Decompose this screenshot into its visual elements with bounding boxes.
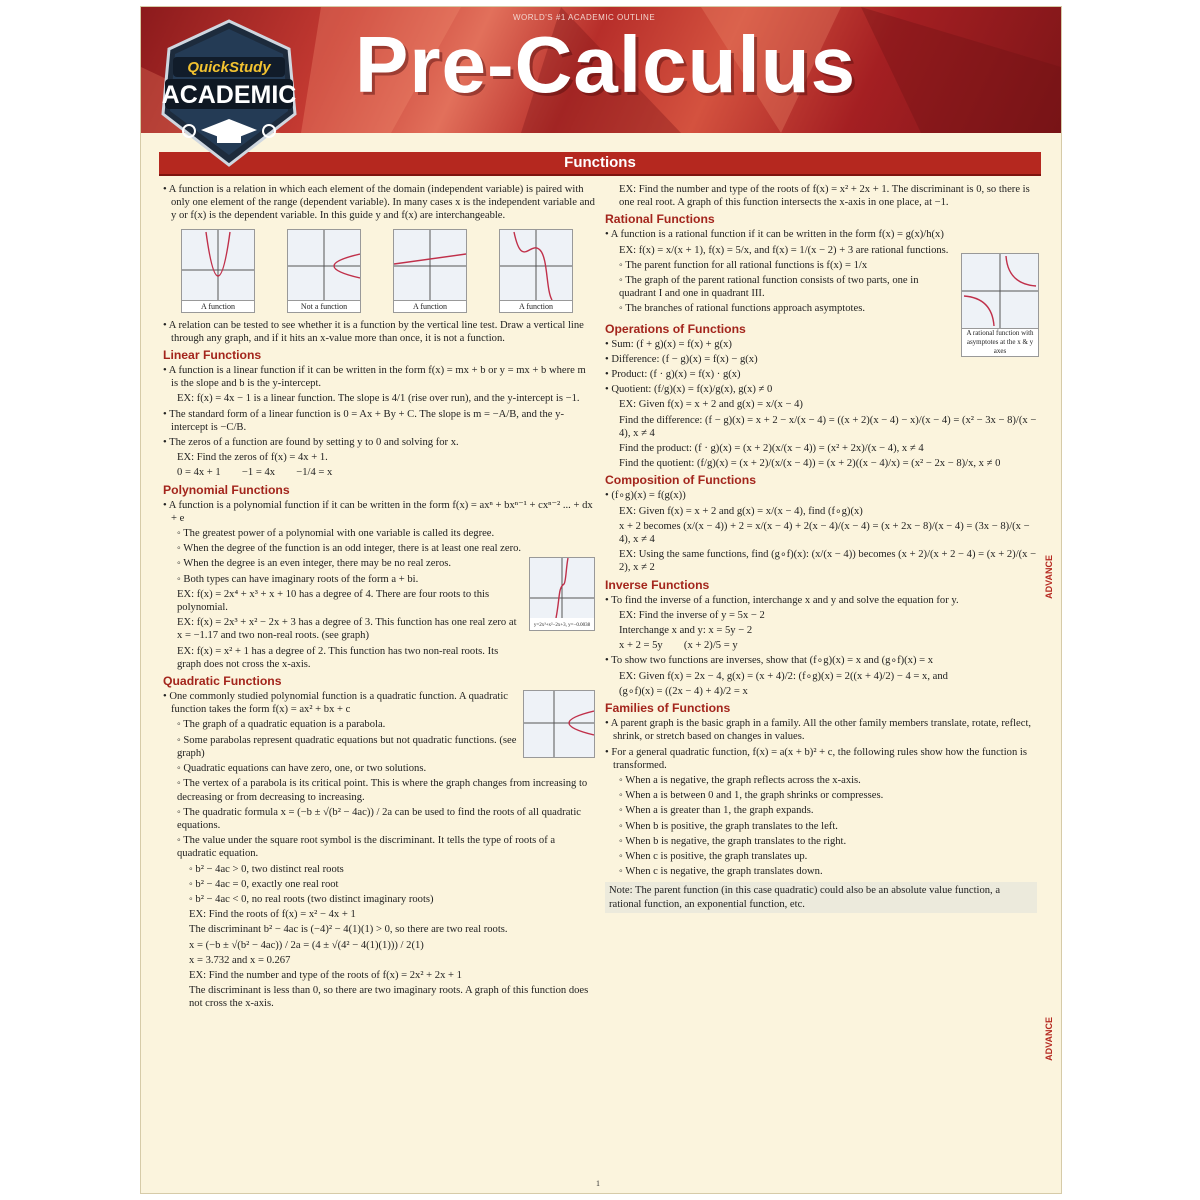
- families-rule-5: ◦ When b is negative, the graph translates to the right.: [619, 835, 847, 847]
- inverse-show-example: EX: Given f(x) = 2x − 4, g(x) = (x + 4)/2: (f∘g)(x) = 2((x + 4)/2) − 4 = x, and: [619, 670, 948, 682]
- polynomial-even-degree: ◦ When the degree is an even integer, there may be no real zeros.: [177, 558, 452, 570]
- sideways-parabola-graph-icon: [523, 690, 595, 758]
- quadratic-definition: • One commonly studied polynomial function is a quadratic function. A quadratic function takes the form f(x) = ax² + bx + c: [163, 691, 508, 716]
- operations-quotient-example: Find the quotient: (f/g)(x) = (x + 2)/(x/(x − 4)) = (x + 2)((x − 4)/x) = (x² − 2x − 8)/x, x ≠ 0: [619, 458, 1001, 470]
- quadratic-example-3: EX: Find the number and type of the roots of f(x) = x² + 2x + 1. The discriminant is 0, so there is one real root. A graph of this function intersects the x-axis in one place, at −1.: [619, 184, 1030, 209]
- composition-example-2: EX: Using the same functions, find (g∘f)(x): (x/(x − 4)) becomes (x + 2)/(x + 2 − 4) = (x + 2)/(x − 2), x ≠ 2: [619, 549, 1037, 574]
- linear-example: EX: f(x) = 4x − 1 is a linear function. The slope is 4/1 (rise over run), and the y-intercept is −1.: [177, 393, 580, 405]
- side-tab-text: ADVANCE: [1044, 1017, 1054, 1061]
- linear-standard-form: • The standard form of a linear function is 0 = Ax + By + C. The slope is m = −A/B, and the y-intercept is −C/B.: [163, 408, 564, 433]
- heading-families-of-functions: Families of Functions: [605, 701, 731, 716]
- quadratic-example-1-discriminant: The discriminant b² − 4ac is (−4)² − 4(1)(1) > 0, so there are two real roots.: [189, 924, 508, 936]
- side-tab-label: [1043, 1017, 1057, 1061]
- quadratic-parabola: ◦ The graph of a quadratic equation is a parabola.: [177, 719, 386, 731]
- quadratic-solutions: ◦ Quadratic equations can have zero, one, or two solutions.: [177, 763, 427, 775]
- quadratic-formula: ◦ The quadratic formula x = (−b ± √(b² − 4ac)) / 2a can be used to find the roots of all quadratic equations.: [177, 806, 581, 831]
- composition-solution: x + 2 becomes (x/(x − 4)) + 2 = x/(x − 4) + 2(x − 4)/(x − 4) = (x + 2x − 8)/(x − 4) = (3x − 8)/(x − 4), x ≠ 4: [619, 520, 1030, 546]
- page-title: Pre-Calculus: [355, 20, 857, 109]
- families-rule-6: ◦ When c is positive, the graph translates up.: [619, 850, 808, 862]
- heading-polynomial-functions: Polynomial Functions: [163, 482, 290, 497]
- linear-zeros-example: EX: Find the zeros of f(x) = 4x + 1.: [177, 452, 328, 464]
- polynomial-definition: • A function is a polynomial function if it can be written in the form f(x) = axⁿ + bxⁿ⁻¹ + cxⁿ⁻² ... + dx + e: [163, 499, 593, 524]
- graph-caption: Not a function: [287, 301, 361, 313]
- sideways-parabola-graph-icon: [287, 229, 361, 301]
- side-tab-text: ADVANCE: [1044, 555, 1054, 599]
- inverse-solution: x + 2 = 5y (x + 2)/5 = y: [619, 640, 738, 652]
- inverse-show-example-2: (g∘f)(x) = ((2x − 4) + 4)/2 = x: [619, 685, 748, 697]
- parabola-graph-icon: [181, 229, 255, 301]
- hyperbola-graph-icon: [961, 253, 1039, 329]
- right-column: [605, 183, 1037, 913]
- polynomial-example-1: EX: f(x) = 2x⁴ + x³ + x + 10 has a degree of 4. There are four roots to this polynomial.: [177, 588, 490, 614]
- families-rule-1: ◦ When a is negative, the graph reflects across the x-axis.: [619, 774, 861, 786]
- discriminant-positive: ◦ b² − 4ac > 0, two distinct real roots: [189, 863, 344, 875]
- rational-definition: • A function is a rational function if it can be written in the form f(x) = g(x)/h(x): [605, 229, 944, 241]
- graph-line: [393, 229, 465, 313]
- graph-cubic: [499, 229, 571, 313]
- rational-graph: [961, 253, 1037, 357]
- operations-difference-example: Find the difference: (f − g)(x) = x + 2 − x/(x − 4) = ((x + 2)(x − 4) − x)/(x − 4) = (x² − 3x − 8)/(x − 4), x ≠ 4: [619, 414, 1037, 439]
- tagline: WORLD'S #1 ACADEMIC OUTLINE: [513, 13, 656, 22]
- graph-caption: A rational function with asymptotes at the x & y axes: [961, 329, 1039, 357]
- quadratic-not-functions: ◦ Some parabolas represent quadratic equations but not quadratic functions. (see graph): [177, 734, 517, 759]
- quadratic-example-2-answer: The discriminant is less than 0, so there are two imaginary roots. A graph of this function does not cross the x-axis.: [189, 985, 589, 1010]
- function-definition: • A function is a relation in which each element of the domain (independent variable) is paired with only one element of the range (dependent variable). In many cases x is the independent variable and y or f(x) is the dependent variable. In this guide y and f(x) are interchangeable.: [163, 184, 595, 222]
- heading-operations-of-functions: Operations of Functions: [605, 321, 746, 336]
- cubic-polynomial-graph-icon: [529, 557, 595, 631]
- operations-example: EX: Given f(x) = x + 2 and g(x) = x/(x − 4): [619, 399, 803, 411]
- graph-caption: A function: [181, 301, 255, 313]
- polynomial-example-3: EX: f(x) = x² + 1 has a degree of 2. This function has two non-real roots. Its graph does not cross the x-axis.: [177, 645, 499, 670]
- quadratic-example-2: EX: Find the number and type of the roots of f(x) = 2x² + 2x + 1: [189, 969, 462, 981]
- rational-example: EX: f(x) = x/(x + 1), f(x) = 5/x, and f(x) = 1/(x − 2) + 3 are rational functions.: [619, 244, 949, 256]
- polynomial-example-2: EX: f(x) = 2x³ + x² − 2x + 3 has a degree of 3. This function has one real zero at x = −1.17 and two non-real roots. (see graph): [177, 617, 517, 642]
- families-rule-2: ◦ When a is between 0 and 1, the graph shrinks or compresses.: [619, 790, 884, 802]
- heading-quadratic-functions: Quadratic Functions: [163, 674, 282, 689]
- operation-sum: • Sum: (f + g)(x) = f(x) + g(x): [605, 338, 732, 350]
- quadratic-discriminant: ◦ The value under the square root symbol is the discriminant. It tells the type of roots of a quadratic equation.: [177, 835, 556, 860]
- quickstudy-logo: [159, 19, 299, 169]
- study-sheet: [140, 6, 1062, 1194]
- composition-definition: • (f∘g)(x) = f(g(x)): [605, 490, 686, 502]
- line-graph-icon: [393, 229, 467, 301]
- operation-difference: • Difference: (f − g)(x) = f(x) − g(x): [605, 353, 758, 365]
- left-column: [163, 183, 595, 1013]
- inverse-example: EX: Find the inverse of y = 5x − 2: [619, 609, 765, 621]
- side-tab-label: [1043, 555, 1057, 599]
- discriminant-zero: ◦ b² − 4ac = 0, exactly one real root: [189, 878, 339, 890]
- vertical-line-test: • A relation can be tested to see whether it is a function by the vertical line test. Draw a vertical line through any graph, and if it hits an x-value more than once, it is not a function.: [163, 319, 584, 344]
- quadratic-vertex: ◦ The vertex of a parabola is its critical point. This is where the graph changes from increasing to decreasing or from decreasing to increasing.: [177, 778, 588, 803]
- heading-linear-functions: Linear Functions: [163, 348, 262, 363]
- operation-product: • Product: (f · g)(x) = f(x) · g(x): [605, 369, 741, 381]
- section-title: Functions: [564, 154, 636, 171]
- inverse-interchange: Interchange x and y: x = 5y − 2: [619, 625, 753, 637]
- discriminant-negative: ◦ b² − 4ac < 0, no real roots (two distinct imaginary roots): [189, 893, 434, 905]
- graph-sideways-parabola: [287, 229, 359, 313]
- quadratic-example-1: EX: Find the roots of f(x) = x² − 4x + 1: [189, 909, 356, 921]
- inverse-show: • To show two functions are inverses, show that (f∘g)(x) = x and (g∘f)(x) = x: [605, 655, 934, 667]
- heading-rational-functions: Rational Functions: [605, 212, 715, 227]
- operations-product-example: Find the product: (f · g)(x) = (x + 2)(x/(x − 4)) = (x² + 2x)/(x − 4), x ≠ 4: [619, 443, 924, 455]
- families-rule-3: ◦ When a is greater than 1, the graph expands.: [619, 805, 814, 817]
- svg-text:ACADEMIC: ACADEMIC: [161, 81, 297, 109]
- rational-parent: ◦ The parent function for all rational functions is f(x) = 1/x: [619, 259, 868, 271]
- families-rule-4: ◦ When b is positive, the graph translates to the left.: [619, 820, 838, 832]
- families-quadratic-rules: • For a general quadratic function, f(x) = a(x + b)² + c, the following rules show how the function is transformed.: [605, 746, 1027, 771]
- graph-parabola: [181, 229, 253, 313]
- function-graphs: [181, 229, 595, 313]
- svg-text:QuickStudy: QuickStudy: [187, 59, 271, 76]
- graph-caption: A function: [393, 301, 467, 313]
- polynomial-odd-degree: ◦ When the degree of the function is an odd integer, there is at least one real zero.: [177, 543, 522, 555]
- heading-inverse-functions: Inverse Functions: [605, 577, 710, 592]
- rational-quadrants: ◦ The graph of the parent rational function consists of two parts, one in quadrant I and one in quadrant III.: [619, 275, 919, 300]
- families-parent-graph: • A parent graph is the basic graph in a family. All the other family members translate, rotate, reflect, shrink, or stretch based on changes in values.: [605, 718, 1032, 743]
- linear-zeros: • The zeros of a function are found by setting y to 0 and solving for x.: [163, 437, 459, 449]
- page-marker: 1: [596, 1179, 600, 1188]
- families-rule-7: ◦ When c is negative, the graph translates down.: [619, 866, 823, 878]
- graph-caption: A function: [499, 301, 573, 313]
- heading-composition-of-functions: Composition of Functions: [605, 473, 756, 488]
- inverse-definition: • To find the inverse of a function, interchange x and y and solve the equation for y.: [605, 594, 959, 606]
- polynomial-degree: ◦ The greatest power of a polynomial with one variable is called its degree.: [177, 528, 495, 540]
- cubic-graph-icon: [499, 229, 573, 301]
- operation-quotient: • Quotient: (f/g)(x) = f(x)/g(x), g(x) ≠ 0: [605, 384, 773, 396]
- rational-asymptotes: ◦ The branches of rational functions approach asymptotes.: [619, 303, 865, 315]
- graph-caption: y=2x³+x²−2x+3, y=−0.0038: [533, 623, 591, 629]
- families-note: Note: The parent function (in this case quadratic) could also be an absolute value function, a rational function, an exponential function, etc.: [605, 882, 1037, 912]
- quadratic-example-1-formula: x = (−b ± √(b² − 4ac)) / 2a = (4 ± √(4² − 4(1)(1))) / 2(1): [189, 939, 424, 951]
- quadratic-example-1-roots: x = 3.732 and x = 0.267: [189, 954, 291, 966]
- polynomial-imaginary: ◦ Both types can have imaginary roots of the form a + bi.: [177, 573, 419, 585]
- composition-example: EX: Given f(x) = x + 2 and g(x) = x/(x − 4), find (f∘g)(x): [619, 505, 863, 517]
- linear-definition: • A function is a linear function if it can be written in the form f(x) = mx + b or y = mx + b where m is the slope and b is the y-intercept.: [163, 365, 586, 390]
- linear-zeros-solution: 0 = 4x + 1 −1 = 4x −1/4 = x: [177, 467, 333, 479]
